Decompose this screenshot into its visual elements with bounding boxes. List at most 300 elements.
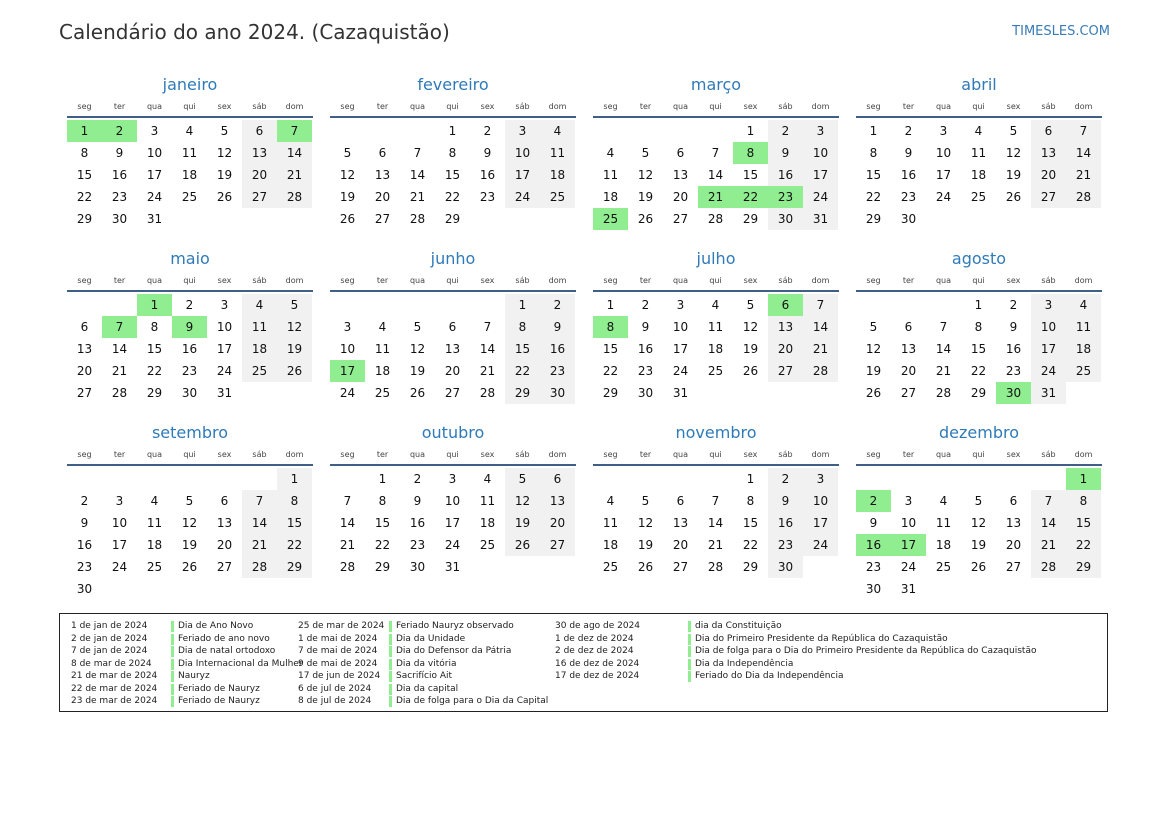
day-cell: 22 — [602, 364, 619, 378]
weekday-label: qua — [146, 450, 163, 459]
day-cell: 9 — [768, 490, 803, 512]
day-cell: 21 — [409, 190, 426, 204]
day-cell: 15 — [374, 516, 391, 530]
day-cell: 5 — [185, 494, 194, 508]
holiday-day-cell: 8 — [593, 316, 628, 338]
weekday-label: ter — [376, 102, 389, 111]
day-cell: 2 — [483, 124, 492, 138]
day-cell: 19 — [1005, 168, 1022, 182]
holiday-day-cell: 8 — [733, 142, 768, 164]
day-cell: 14 — [409, 168, 426, 182]
day-cell: 11 — [935, 516, 952, 530]
day-cell: 10 — [672, 320, 689, 334]
day-grid — [330, 294, 576, 404]
legend-date: 25 de mar de 2024 — [298, 621, 385, 631]
day-cell: 15 — [970, 342, 987, 356]
day-cell: 3 — [1031, 294, 1066, 316]
day-cell: 11 — [540, 142, 575, 164]
day-cell: 26 — [637, 560, 654, 574]
weekday-header — [67, 446, 313, 466]
day-cell: 8 — [746, 494, 755, 508]
day-cell: 9 — [904, 146, 913, 160]
day-cell: 7 — [711, 494, 720, 508]
page-title: Calendário do ano 2024. (Cazaquistão) — [59, 20, 450, 44]
weekday-label: sex — [1006, 102, 1021, 111]
holiday-day-cell: 2 — [102, 120, 137, 142]
day-cell: 18 — [1066, 338, 1101, 360]
day-cell: 11 — [242, 316, 277, 338]
holiday-day-cell: 22 — [733, 186, 768, 208]
holiday-color-marker — [688, 634, 691, 645]
legend-date: 9 de mai de 2024 — [298, 658, 378, 669]
weekday-label: sex — [480, 276, 495, 285]
day-cell: 24 — [216, 364, 233, 378]
day-cell: 4 — [242, 294, 277, 316]
day-cell: 29 — [444, 212, 461, 226]
day-cell: 29 — [505, 382, 540, 404]
day-cell: 24 — [339, 386, 356, 400]
legend-holiday-name: Dia de Ano Novo — [178, 621, 254, 631]
day-cell: 29 — [76, 212, 93, 226]
month-novembro — [593, 420, 839, 594]
day-cell: 19 — [637, 190, 654, 204]
day-cell: 31 — [900, 582, 917, 596]
day-cell: 23 — [1005, 364, 1022, 378]
day-cell: 10 — [935, 146, 952, 160]
day-cell: 5 — [343, 146, 352, 160]
empty-cell — [856, 294, 891, 316]
holiday-color-marker — [171, 684, 174, 695]
holiday-color-marker — [171, 634, 174, 645]
day-cell: 28 — [1066, 186, 1101, 208]
holiday-day-cell: 16 — [856, 534, 891, 556]
day-grid — [856, 468, 1102, 600]
weekday-label: seg — [77, 102, 92, 111]
day-cell: 13 — [672, 168, 689, 182]
day-grid — [67, 294, 313, 404]
day-cell: 12 — [339, 168, 356, 182]
month-dezembro — [856, 420, 1102, 594]
empty-cell — [365, 294, 400, 316]
day-cell: 10 — [339, 342, 356, 356]
empty-cell — [207, 468, 242, 490]
day-cell: 21 — [339, 538, 356, 552]
legend-date: 7 de jan de 2024 — [71, 646, 148, 656]
day-cell: 8 — [277, 490, 312, 512]
day-cell: 3 — [220, 298, 229, 312]
day-cell: 19 — [277, 338, 312, 360]
weekday-label: ter — [902, 450, 915, 459]
day-cell: 18 — [146, 538, 163, 552]
day-cell: 20 — [444, 364, 461, 378]
day-cell: 17 — [803, 512, 838, 534]
day-cell: 21 — [479, 364, 496, 378]
day-cell: 14 — [277, 142, 312, 164]
day-cell: 27 — [374, 212, 391, 226]
day-cell: 6 — [540, 468, 575, 490]
day-cell: 23 — [865, 560, 882, 574]
weekday-label: seg — [866, 276, 881, 285]
day-cell: 24 — [672, 364, 689, 378]
holiday-color-marker — [171, 659, 174, 670]
empty-cell — [242, 468, 277, 490]
day-cell: 10 — [803, 142, 838, 164]
day-cell: 29 — [742, 212, 759, 226]
day-cell: 28 — [479, 386, 496, 400]
weekday-label: seg — [866, 102, 881, 111]
day-cell: 18 — [374, 364, 391, 378]
day-cell: 25 — [707, 364, 724, 378]
legend-holiday-name: Dia do Primeiro Presidente da República do Cazaquistão — [695, 633, 948, 644]
day-cell: 1 — [869, 124, 878, 138]
day-cell: 28 — [707, 212, 724, 226]
day-cell: 20 — [242, 164, 277, 186]
day-cell: 12 — [181, 516, 198, 530]
day-cell: 29 — [146, 386, 163, 400]
day-cell: 4 — [150, 494, 159, 508]
day-cell: 16 — [900, 168, 917, 182]
day-cell: 28 — [339, 560, 356, 574]
day-cell: 5 — [746, 298, 755, 312]
day-cell: 8 — [150, 320, 159, 334]
day-cell: 20 — [374, 190, 391, 204]
day-cell: 13 — [900, 342, 917, 356]
day-cell: 15 — [277, 512, 312, 534]
month-name: março — [690, 75, 742, 94]
day-cell: 11 — [181, 146, 198, 160]
day-cell: 4 — [378, 320, 387, 334]
day-cell: 19 — [865, 364, 882, 378]
empty-cell — [365, 120, 400, 142]
day-cell: 22 — [444, 190, 461, 204]
day-cell: 7 — [343, 494, 352, 508]
day-cell: 19 — [637, 538, 654, 552]
day-cell: 25 — [970, 190, 987, 204]
month-name: junho — [430, 249, 476, 268]
holiday-color-marker — [171, 621, 174, 632]
day-cell: 4 — [185, 124, 194, 138]
day-cell: 24 — [444, 538, 461, 552]
brand-link[interactable]: TIMESLES.COM — [1012, 24, 1110, 39]
day-cell: 4 — [483, 472, 492, 486]
day-grid — [330, 120, 576, 230]
day-cell: 7 — [711, 146, 720, 160]
day-cell: 8 — [974, 320, 983, 334]
day-cell: 29 — [374, 560, 391, 574]
weekday-label: dom — [1074, 450, 1093, 459]
holiday-day-cell: 30 — [996, 382, 1031, 404]
day-cell: 18 — [602, 190, 619, 204]
day-cell: 28 — [935, 386, 952, 400]
day-cell: 1 — [974, 298, 983, 312]
day-cell: 23 — [111, 190, 128, 204]
holiday-color-marker — [688, 659, 691, 670]
empty-cell — [330, 120, 365, 142]
empty-cell — [628, 120, 663, 142]
day-cell: 5 — [1009, 124, 1018, 138]
day-cell: 26 — [505, 534, 540, 556]
weekday-label: dom — [285, 102, 304, 111]
day-cell: 24 — [935, 190, 952, 204]
day-grid — [856, 294, 1102, 404]
day-cell: 30 — [637, 386, 654, 400]
empty-cell — [996, 468, 1031, 490]
day-cell: 2 — [768, 468, 803, 490]
weekday-label: qua — [935, 276, 952, 285]
day-cell: 16 — [1005, 342, 1022, 356]
day-cell: 12 — [637, 168, 654, 182]
day-cell: 30 — [768, 556, 803, 578]
day-cell: 13 — [216, 516, 233, 530]
day-cell: 4 — [939, 494, 948, 508]
holiday-day-cell: 1 — [137, 294, 172, 316]
day-cell: 19 — [505, 512, 540, 534]
day-cell: 12 — [1005, 146, 1022, 160]
weekday-label: ter — [376, 450, 389, 459]
day-cell: 9 — [483, 146, 492, 160]
day-cell: 28 — [1031, 556, 1066, 578]
weekday-label: seg — [603, 450, 618, 459]
day-cell: 13 — [374, 168, 391, 182]
day-cell: 28 — [409, 212, 426, 226]
day-cell: 12 — [742, 320, 759, 334]
weekday-label: seg — [603, 102, 618, 111]
empty-cell — [67, 294, 102, 316]
weekday-header — [856, 98, 1102, 118]
day-cell: 11 — [602, 168, 619, 182]
day-cell: 23 — [409, 538, 426, 552]
weekday-label: qua — [672, 102, 689, 111]
day-cell: 18 — [970, 168, 987, 182]
day-cell: 22 — [374, 538, 391, 552]
day-cell: 16 — [768, 512, 803, 534]
weekday-label: seg — [77, 276, 92, 285]
weekday-label: qui — [446, 276, 459, 285]
day-cell: 22 — [970, 364, 987, 378]
weekday-label: ter — [639, 276, 652, 285]
weekday-label: sáb — [252, 276, 267, 285]
day-cell: 12 — [505, 490, 540, 512]
day-cell: 13 — [540, 490, 575, 512]
empty-cell — [961, 468, 996, 490]
weekday-header — [67, 98, 313, 118]
day-cell: 31 — [216, 386, 233, 400]
day-cell: 26 — [865, 386, 882, 400]
day-cell: 25 — [1066, 360, 1101, 382]
day-cell: 16 — [409, 516, 426, 530]
weekday-header — [593, 446, 839, 466]
day-cell: 21 — [242, 534, 277, 556]
day-cell: 21 — [803, 338, 838, 360]
weekday-label: ter — [902, 102, 915, 111]
day-cell: 30 — [865, 582, 882, 596]
holiday-day-cell: 23 — [768, 186, 803, 208]
legend-date: 6 de jul de 2024 — [298, 683, 372, 694]
day-cell: 15 — [742, 168, 759, 182]
day-cell: 11 — [479, 494, 496, 508]
day-cell: 27 — [1031, 186, 1066, 208]
day-cell: 12 — [970, 516, 987, 530]
day-cell: 10 — [803, 490, 838, 512]
day-cell: 9 — [413, 494, 422, 508]
legend-holiday-name: Dia da vitória — [396, 658, 457, 669]
day-grid — [593, 120, 839, 230]
day-cell: 22 — [1066, 534, 1101, 556]
day-cell: 31 — [444, 560, 461, 574]
day-cell: 14 — [479, 342, 496, 356]
day-cell: 31 — [146, 212, 163, 226]
day-cell: 4 — [974, 124, 983, 138]
day-cell: 12 — [277, 316, 312, 338]
day-cell: 8 — [505, 316, 540, 338]
month-junho — [330, 246, 576, 420]
weekday-header — [856, 272, 1102, 292]
day-cell: 25 — [374, 386, 391, 400]
day-cell: 1 — [606, 298, 615, 312]
day-cell: 20 — [540, 512, 575, 534]
legend-holiday-name: Nauryz — [178, 671, 210, 681]
day-cell: 10 — [111, 516, 128, 530]
legend-holiday-name: Feriado do Dia da Independência — [695, 671, 844, 681]
legend-date: 1 de mai de 2024 — [298, 633, 378, 644]
day-cell: 18 — [181, 168, 198, 182]
weekday-label: dom — [285, 450, 304, 459]
day-cell: 8 — [80, 146, 89, 160]
day-cell: 6 — [448, 320, 457, 334]
day-cell: 6 — [1009, 494, 1018, 508]
day-cell: 12 — [865, 342, 882, 356]
day-cell: 23 — [768, 534, 803, 556]
weekday-label: sáb — [515, 276, 530, 285]
day-cell: 19 — [216, 168, 233, 182]
holiday-color-marker — [688, 671, 691, 682]
day-cell: 5 — [641, 146, 650, 160]
month-name: julho — [696, 249, 736, 268]
day-cell: 15 — [602, 342, 619, 356]
day-cell: 30 — [111, 212, 128, 226]
month-janeiro — [67, 72, 313, 246]
holiday-day-cell: 1 — [1066, 468, 1101, 490]
day-cell: 24 — [1031, 360, 1066, 382]
weekday-label: seg — [603, 276, 618, 285]
day-cell: 25 — [602, 560, 619, 574]
empty-cell — [698, 120, 733, 142]
day-cell: 23 — [479, 190, 496, 204]
empty-cell — [172, 468, 207, 490]
legend-holiday-name: Dia da Independência — [695, 658, 794, 669]
holiday-color-marker — [171, 646, 174, 657]
legend-holiday-name: Feriado Nauryz observado — [396, 621, 514, 631]
weekday-label: qui — [709, 450, 722, 459]
day-cell: 17 — [935, 168, 952, 182]
legend-holiday-name: Dia de natal ortodoxo — [178, 646, 276, 656]
day-cell: 17 — [216, 342, 233, 356]
day-cell: 18 — [242, 338, 277, 360]
weekday-label: sáb — [515, 450, 530, 459]
weekday-label: sáb — [252, 450, 267, 459]
weekday-label: sex — [217, 450, 232, 459]
day-cell: 18 — [707, 342, 724, 356]
day-cell: 11 — [1066, 316, 1101, 338]
day-cell: 24 — [111, 560, 128, 574]
empty-cell — [102, 468, 137, 490]
day-cell: 19 — [742, 342, 759, 356]
day-cell: 29 — [602, 386, 619, 400]
empty-cell — [137, 468, 172, 490]
day-cell: 23 — [181, 364, 198, 378]
empty-cell — [856, 468, 891, 490]
weekday-label: qua — [935, 102, 952, 111]
day-cell: 14 — [707, 516, 724, 530]
month-julho — [593, 246, 839, 420]
holiday-color-marker — [389, 621, 392, 632]
weekday-header — [593, 98, 839, 118]
day-cell: 17 — [111, 538, 128, 552]
day-cell: 30 — [540, 382, 575, 404]
legend-date: 1 de dez de 2024 — [555, 633, 634, 644]
day-cell: 13 — [1005, 516, 1022, 530]
day-cell: 16 — [181, 342, 198, 356]
day-cell: 19 — [970, 538, 987, 552]
weekday-label: qui — [446, 450, 459, 459]
day-cell: 9 — [641, 320, 650, 334]
empty-cell — [593, 468, 628, 490]
day-cell: 28 — [242, 556, 277, 578]
day-cell: 19 — [409, 364, 426, 378]
day-cell: 12 — [637, 516, 654, 530]
day-cell: 16 — [76, 538, 93, 552]
day-cell: 2 — [185, 298, 194, 312]
day-cell: 30 — [76, 582, 93, 596]
day-cell: 1 — [378, 472, 387, 486]
day-cell: 18 — [602, 538, 619, 552]
legend-date: 30 de ago de 2024 — [555, 621, 641, 631]
legend-date: 22 de mar de 2024 — [71, 683, 158, 694]
day-cell: 16 — [111, 168, 128, 182]
day-cell: 12 — [216, 146, 233, 160]
holiday-day-cell: 17 — [891, 534, 926, 556]
day-cell: 8 — [869, 146, 878, 160]
empty-cell — [67, 468, 102, 490]
month-name: dezembro — [939, 423, 1019, 442]
day-cell: 8 — [1066, 490, 1101, 512]
day-cell: 22 — [865, 190, 882, 204]
legend-holiday-name: Dia da Unidade — [396, 633, 466, 644]
day-cell: 16 — [637, 342, 654, 356]
holiday-day-cell: 25 — [593, 208, 628, 230]
day-cell: 28 — [803, 360, 838, 382]
day-cell: 27 — [1005, 560, 1022, 574]
day-cell: 31 — [672, 386, 689, 400]
day-cell: 27 — [242, 186, 277, 208]
month-name: setembro — [151, 423, 229, 442]
month-name: novembro — [675, 423, 757, 442]
holiday-color-marker — [171, 696, 174, 707]
weekday-label: qui — [972, 450, 985, 459]
empty-cell — [926, 468, 961, 490]
day-cell: 13 — [1031, 142, 1066, 164]
day-cell: 20 — [900, 364, 917, 378]
day-cell: 7 — [413, 146, 422, 160]
holiday-color-marker — [171, 671, 174, 682]
day-cell: 7 — [1031, 490, 1066, 512]
day-cell: 6 — [220, 494, 229, 508]
weekday-label: qua — [935, 450, 952, 459]
day-cell: 24 — [803, 186, 838, 208]
holiday-day-cell: 7 — [102, 316, 137, 338]
empty-cell — [102, 294, 137, 316]
day-cell: 2 — [413, 472, 422, 486]
